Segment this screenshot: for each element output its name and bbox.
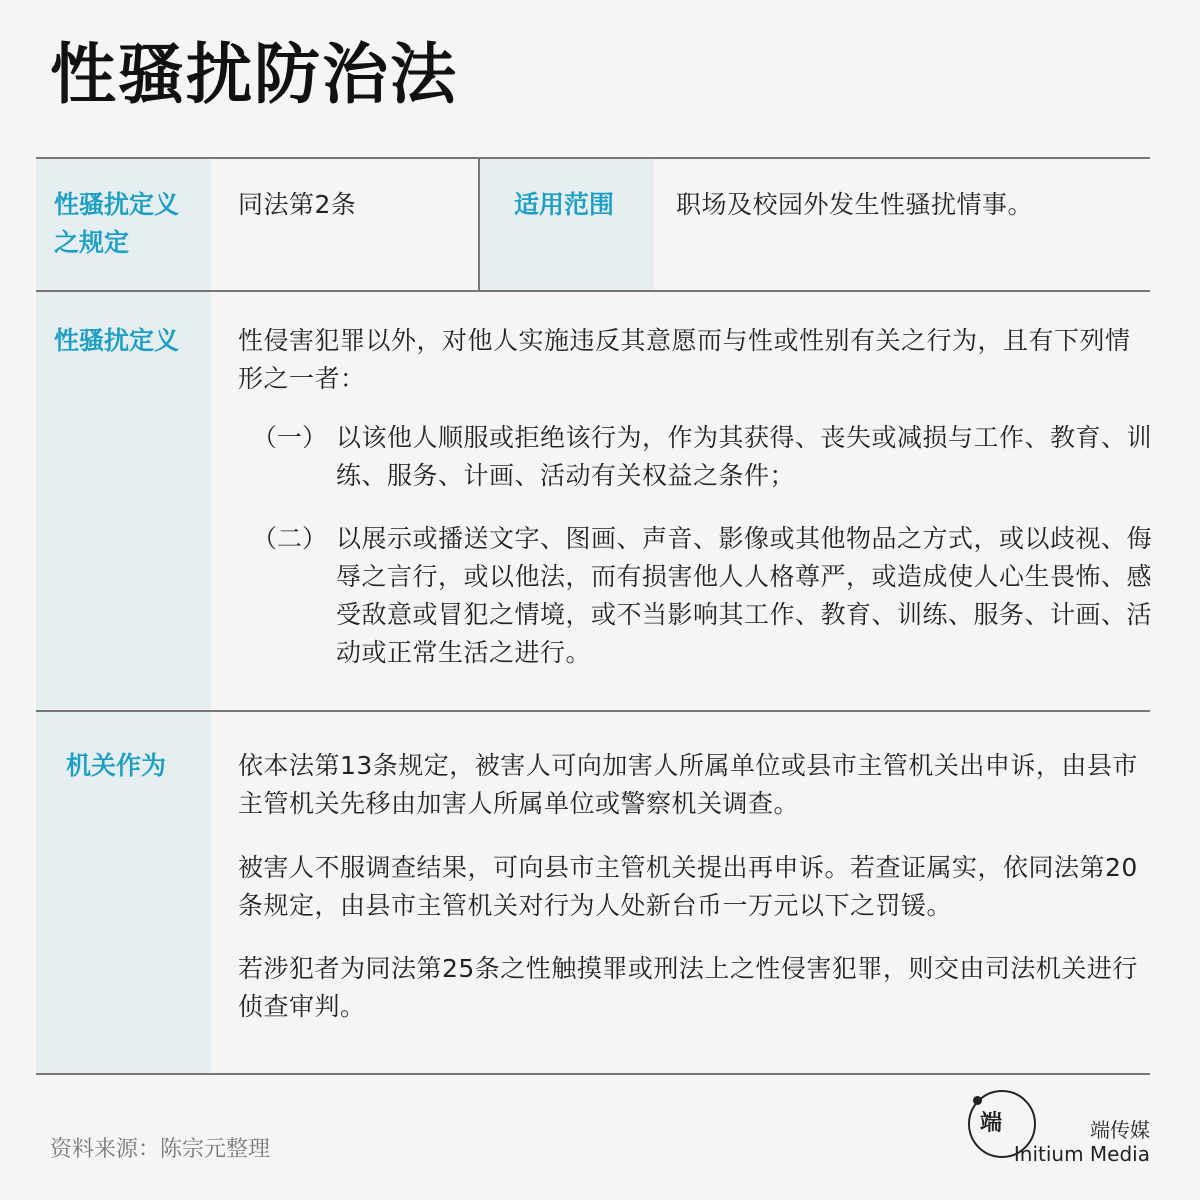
definition-intro: 性侵害犯罪以外，对他人实施违反其意愿而与性或性别有关之行为，且有下列情形之一者： — [238, 326, 1131, 393]
scope-value: 职场及校园外发生性骚扰情事。 — [676, 190, 1034, 219]
scope-label: 适用范围 — [514, 190, 615, 219]
brand-name-cn: 端传媒 — [1090, 1118, 1150, 1142]
page-title: 性骚扰防治法 — [50, 36, 458, 113]
list-item: 以该他人顺服或拒绝该行为，作为其获得、丧失或减损与工作、教育、训练、服务、计画、活动有关权益之条件； — [336, 423, 1153, 490]
paragraph: 依本法第13条规定，被害人可向加害人所属单位或县市主管机关出申诉，由县市主管机关先移由加害人所属单位或警察机关调查。 — [238, 751, 1138, 818]
paragraph: 若涉犯者为同法第25条之性触摸罪或刑法上之性侵害犯罪，则交由司法机关进行侦查审判。 — [238, 954, 1138, 1021]
source-note: 资料来源：陈宗元整理 — [50, 1137, 271, 1162]
logo-glyph: 端 — [980, 1111, 1003, 1136]
divider — [36, 1073, 1150, 1075]
brand-name-en: Initium Media — [1013, 1142, 1150, 1166]
definition-rule-value: 同法第2条 — [238, 190, 357, 219]
definition-rule-label: 性骚扰定义之规定 — [54, 190, 180, 257]
list-item-marker: （二） — [252, 524, 328, 553]
paragraph: 被害人不服调查结果，可向县市主管机关提出再申诉。若查证属实，依同法第20条规定，由县市主管机关对行为人处新台币一万元以下之罚锾。 — [238, 853, 1138, 920]
logo-dot — [973, 1096, 982, 1105]
list-item-marker: （一） — [252, 423, 328, 452]
list-item: 以展示或播送文字、图画、声音、影像或其他物品之方式，或以歧视、侮辱之言行，或以他法，而有损害他人人格尊严，或造成使人心生畏怖、感受敌意或冒犯之情境，或不当影响其工作、教育、训练、服务、计画、活动或正常生活之进行。 — [336, 524, 1153, 667]
label-cell — [480, 159, 654, 290]
definition-label: 性骚扰定义 — [54, 326, 180, 355]
agency-action-label: 机关作为 — [66, 751, 167, 780]
